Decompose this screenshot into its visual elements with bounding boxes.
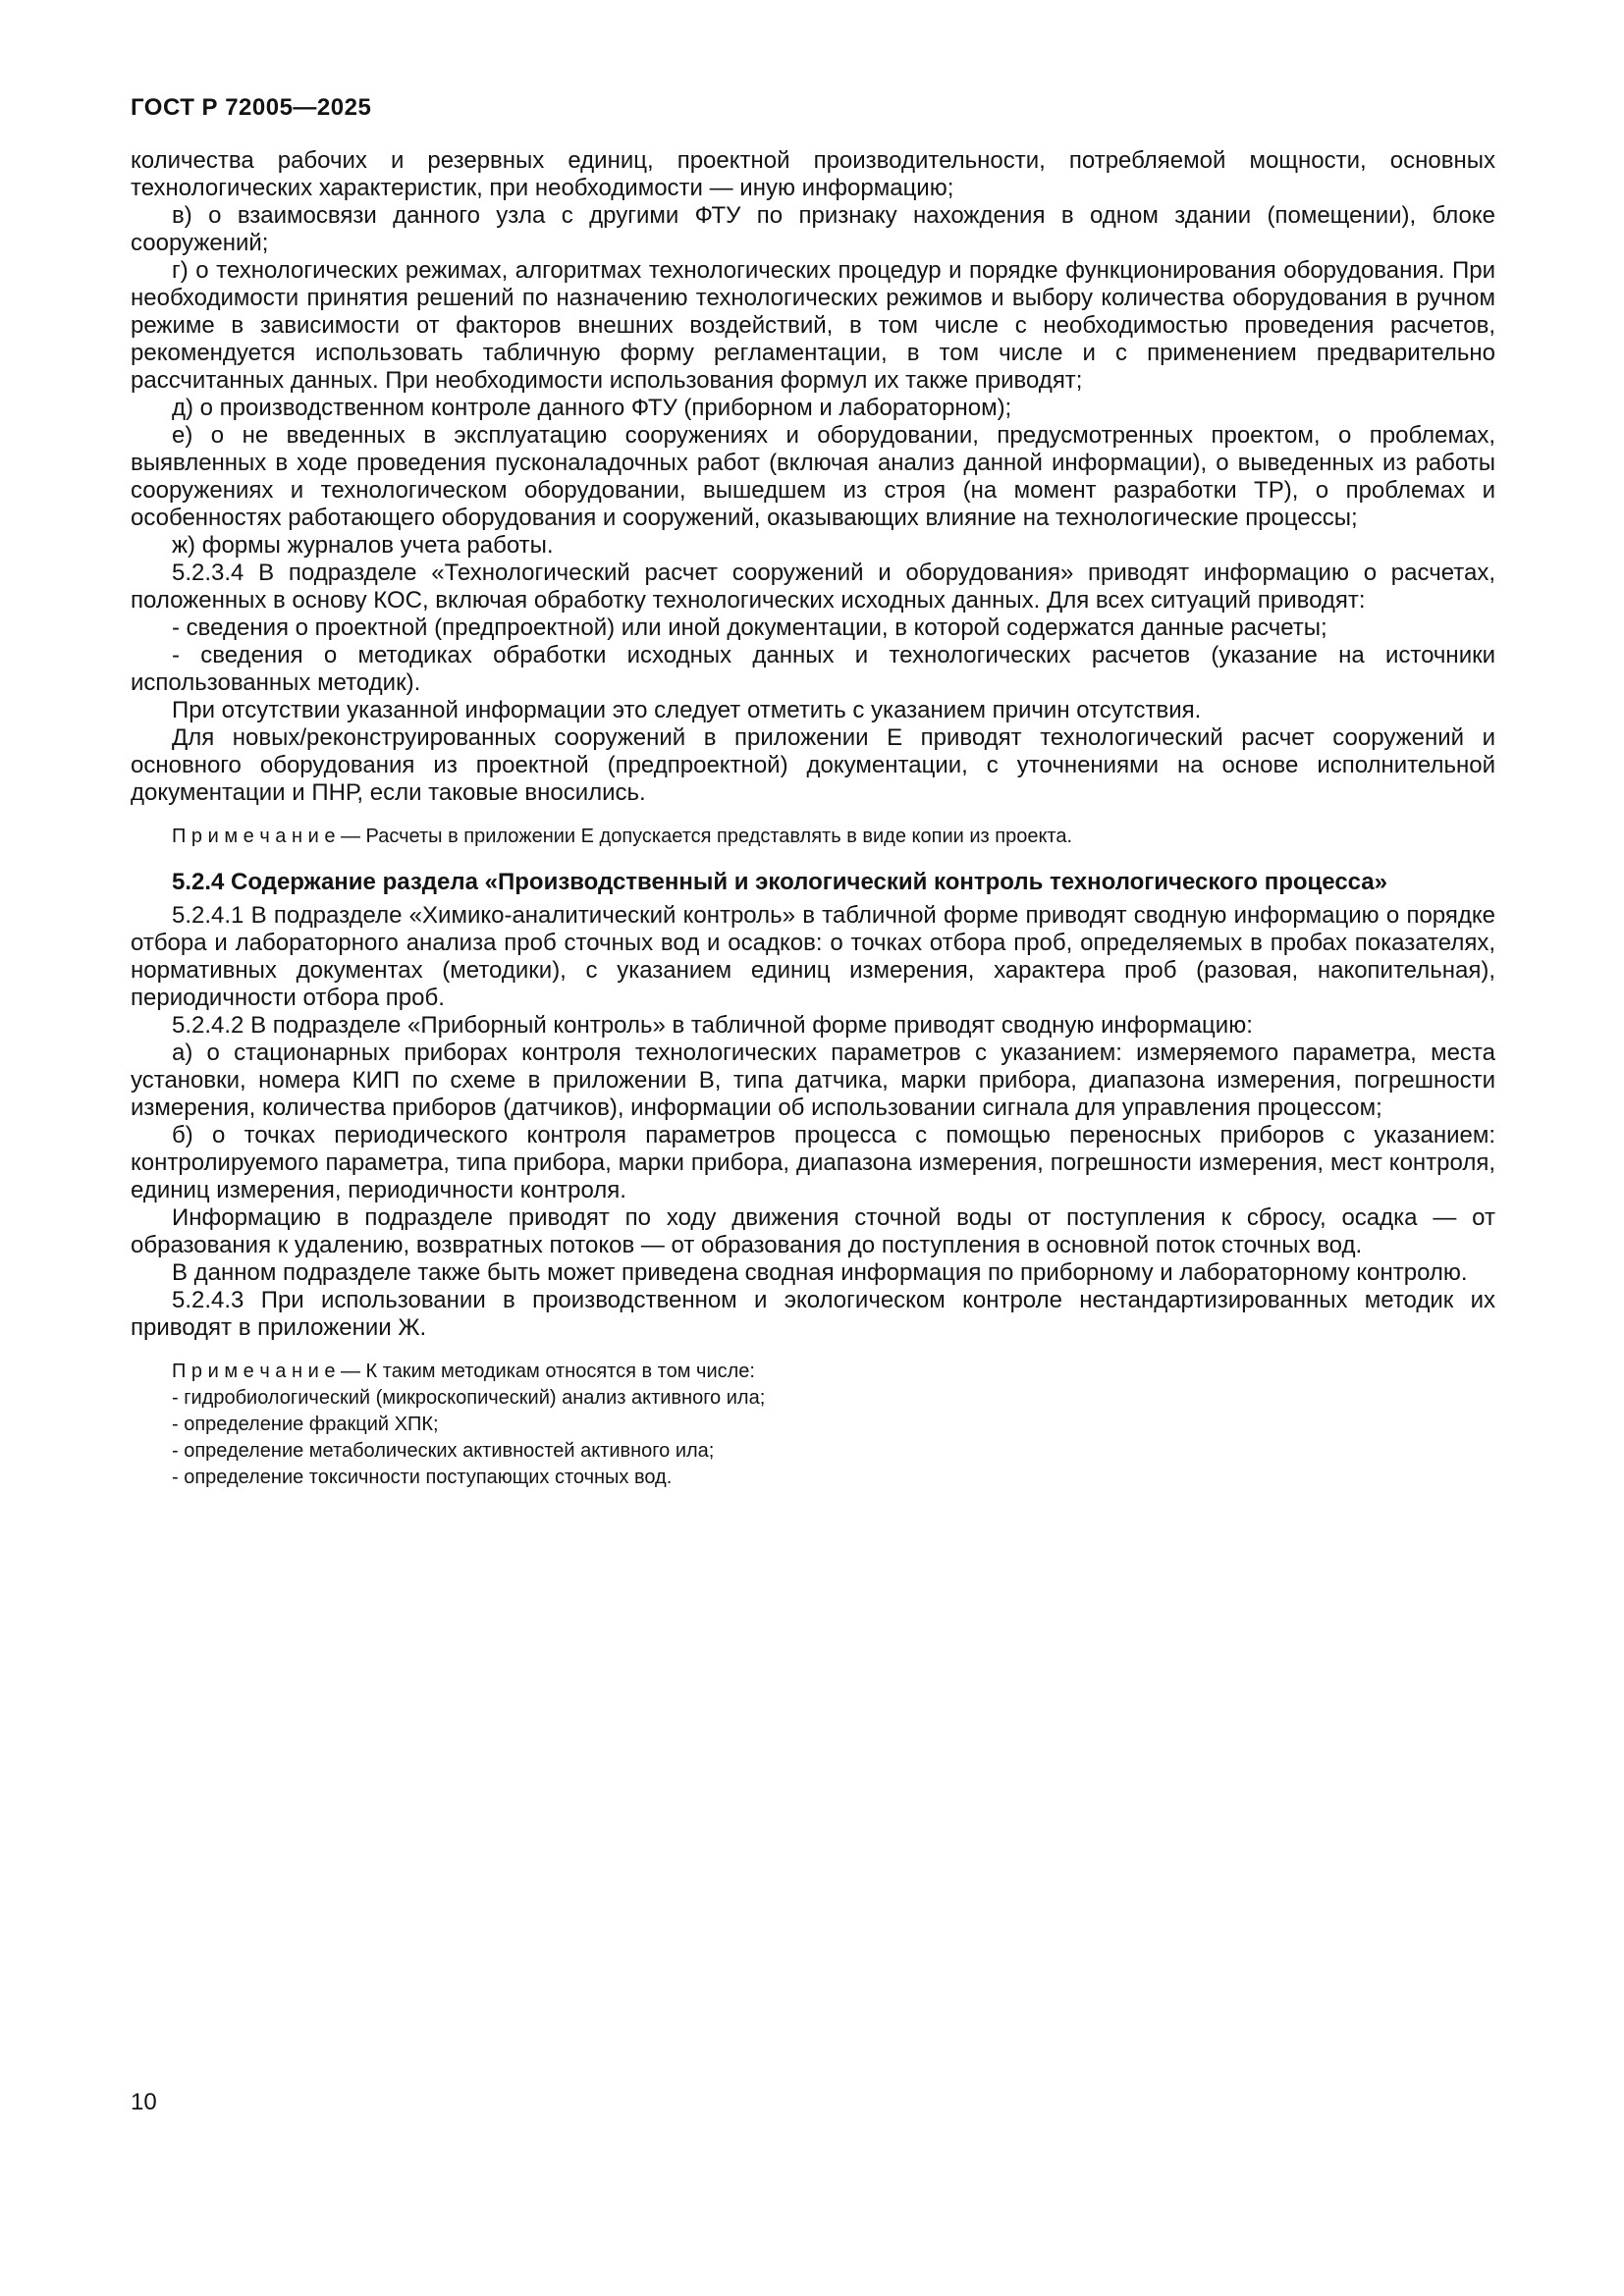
note: П р и м е ч а н и е — Расчеты в приложении Е допускается представлять в виде копии из проекта. — [172, 826, 1073, 847]
paragraph: а) о стационарных приборах контроля технологических параметров с указанием: измеряемого параметра, места установки, номера КИП по схеме в приложении В, типа датчика, марки прибора, диапазона измерения, погрешности измерения, количества приборов (датчиков), информации об использовании сигнала для управления процессом; — [131, 1040, 1495, 1121]
paragraph: ж) формы журналов учета работы. — [172, 532, 554, 559]
note-list-item: - определение токсичности поступающих сточных вод. — [172, 1467, 673, 1488]
paragraph: Для новых/реконструированных сооружений в приложении Е приводят технологический расчет сооружений и основного оборудования из проектной (предпроектной) документации, с уточнениями на основе исполнительной документации и ПНР, если таковые вносились. — [131, 724, 1495, 806]
paragraph: количества рабочих и резервных единиц, проектной производительности, потребляемой мощности, основных технологических характеристик, при необходимости — иную информацию; — [131, 147, 1495, 201]
paragraph: в) о взаимосвязи данного узла с другими ФТУ по признаку нахождения в одном здании (помещении), блоке сооружений; — [131, 202, 1495, 256]
note: П р и м е ч а н и е — К таким методикам относятся в том числе: — [172, 1361, 755, 1382]
paragraph: д) о производственном контроле данного ФТУ (приборном и лабораторном); — [172, 395, 1012, 421]
note-list-item: - определение метаболических активностей активного ила; — [172, 1440, 715, 1462]
paragraph: 5.2.4.1 В подразделе «Химико-аналитический контроль» в табличной форме приводят сводную информацию о порядке отбора и лабораторного анализа проб сточных вод и осадков: о точках отбора проб, определяемых в пробах показателях, нормативных документах (методики), с указанием единиц измерения, характера проб (разовая, накопительная), периодичности отбора проб. — [131, 902, 1495, 1011]
paragraph: б) о точках периодического контроля параметров процесса с помощью переносных приборов с указанием: контролируемого параметра, типа прибора, марки прибора, диапазона измерения, погрешности измерения, мест контроля, единиц измерения, периодичности контроля. — [131, 1122, 1495, 1203]
paragraph: 5.2.4.3 При использовании в производственном и экологическом контроле нестандартизированных методик их приводят в приложении Ж. — [131, 1287, 1495, 1341]
paragraph: При отсутствии указанной информации это следует отметить с указанием причин отсутствия. — [172, 697, 1202, 723]
paragraph: В данном подразделе также быть может приведена сводная информация по приборному и лабораторному контролю. — [172, 1259, 1468, 1286]
paragraph: е) о не введенных в эксплуатацию сооружениях и оборудовании, предусмотренных проектом, о проблемах, выявленных в ходе проведения пусконаладочных работ (включая анализ данной информации), о выведенных из работы сооружениях и технологическом оборудовании, вышедшем из строя (на момент разработки ТР), о проблемах и особенностях работающего оборудования и сооружений, оказывающих влияние на технологические процессы; — [131, 422, 1495, 531]
paragraph: - сведения о проектной (предпроектной) или иной документации, в которой содержатся данные расчеты; — [172, 614, 1327, 641]
document-content — [131, 147, 1495, 1492]
paragraph: - сведения о методиках обработки исходных данных и технологических расчетов (указание на источники использованных методик). — [131, 642, 1495, 696]
paragraph: 5.2.3.4 В подразделе «Технологический расчет сооружений и оборудования» приводят информацию о расчетах, положенных в основу КОС, включая обработку технологических исходных данных. Для всех ситуаций приводят: — [131, 560, 1495, 614]
note-list-item: - гидробиологический (микроскопический) анализ активного ила; — [172, 1387, 766, 1409]
page-number: 10 — [131, 2089, 157, 2115]
paragraph: г) о технологических режимах, алгоритмах технологических процедур и порядке функционирования оборудования. При необходимости принятия решений по назначению технологических режимов и выбору количества оборудования в ручном режиме в зависимости от факторов внешних воздействий, в том числе с необходимостью проведения расчетов, рекомендуется использовать табличную форму регламентации, в том числе и с применением предварительно рассчитанных данных. При необходимости использования формул их также приводят; — [131, 257, 1495, 394]
paragraph: 5.2.4.2 В подразделе «Приборный контроль» в табличной форме приводят сводную информацию: — [172, 1012, 1253, 1039]
note-list-item: - определение фракций ХПК; — [172, 1414, 439, 1435]
paragraph: Информацию в подразделе приводят по ходу движения сточной воды от поступления к сбросу, осадка — от образования к удалению, возвратных потоков — от образования до поступления в основной поток сточных вод. — [131, 1204, 1495, 1258]
document-header: ГОСТ Р 72005—2025 — [131, 94, 372, 121]
section-heading: 5.2.4 Содержание раздела «Производственный и экологический контроль технологического процесса» — [172, 869, 1388, 895]
